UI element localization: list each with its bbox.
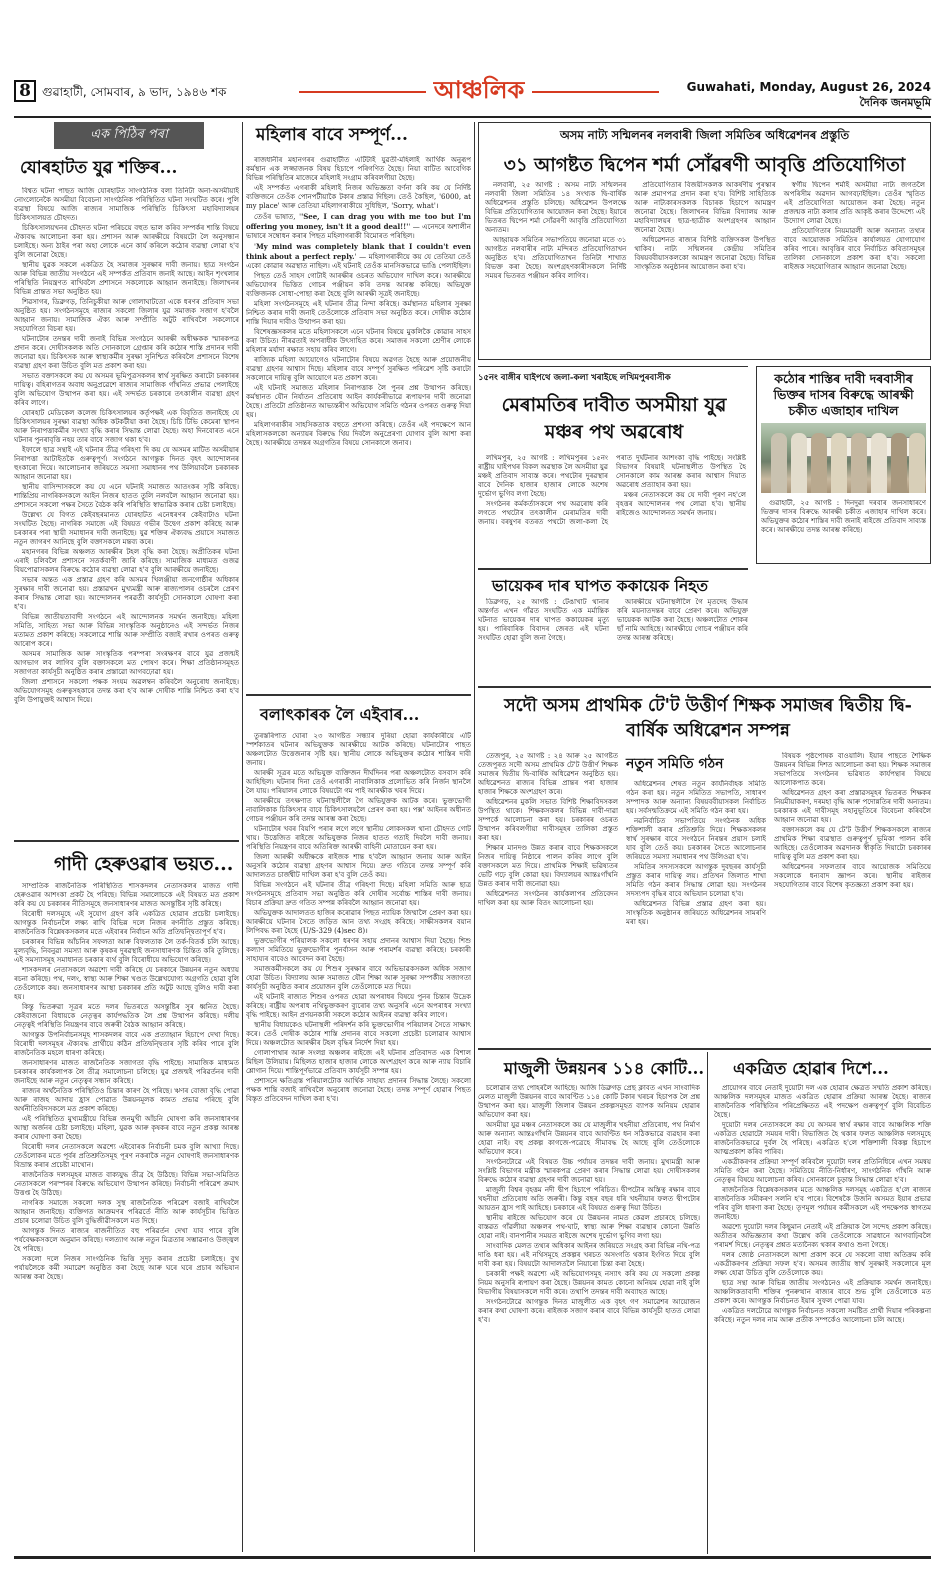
lead-kicker: অসম নাট্য সন্মিলনৰ নলবাৰী জিলা সমিতিৰ অধিৱেশনৰ প্ৰস্তুতি — [559, 128, 850, 142]
date-right — [687, 80, 931, 113]
headline-gadi: গাদী হেৰুওৱাৰ ভয়ত... — [54, 853, 234, 875]
headline-jorhat: যোৰহাটত যুৱ শক্তিৰ... — [20, 158, 178, 178]
story-meramoti-headline: মেৰামতিৰ দাবীত অসমীয়া যুৱ মঞ্চৰ পথ অৱৰোধ — [501, 394, 727, 443]
story-kothor-headline: কঠোৰ শাস্তিৰ দাবী দৰবাসীৰ ভিক্তৰ দাসৰ বিৰুদ্ধে আৰক্ষী চকীত এজাহাৰ দাখিল — [773, 371, 914, 418]
teacher-rule — [478, 686, 931, 688]
lead-story-box — [478, 122, 931, 360]
photo-person — [851, 433, 867, 493]
photo-person — [771, 433, 787, 493]
continued-ribbon: এক পিঠিৰ পৰা — [54, 122, 204, 149]
headline-bolatkar: বলাৎকাৰক লৈ এইবাৰ... — [260, 705, 420, 724]
col2-rule — [246, 694, 471, 696]
story-teacher-body-2: অধিৱেশনৰ শেষত নতুন কাৰ্যনিৰ্বাহক সমিতি গঠন কৰা হয়। নতুন সমিতিত সভাপতি, সাধাৰণ সম্পাদক আৰু অন্যান্য বিষয়ববীয়াসকল নিৰ্বাচিত হয়। সৰ্বসন্মতিক্ৰমে এই সমিতি গঠন কৰা হয়। নৱনিৰ্বাচিত সভাপতিয়ে সংগঠনক অধিক শক্তিশালী কৰাৰ প্ৰতিশ্ৰুতি দিয়ে। শিক্ষকসকলৰ স্বাৰ্থ সুৰক্ষাৰ বাবে সংগঠনে নিৰন্তৰ প্ৰয়াস চলাই যাব বুলি তেওঁ কয়। চৰকাৰৰ সৈতে আলোচনাৰ জৰিয়তে সমস্যা সমাধানৰ পথ উলিওৱা হ'ব। সমিতিৰ সদস্যসকলে আগন্তুক দুবছৰৰ কাৰ্যসূচী প্ৰস্তুত কৰাৰ দায়িত্ব লয়। প্ৰতিখন জিলাত শাখা সমিতি গঠন কৰাৰ সিদ্ধান্ত লোৱা হয়। সংগঠনৰ সদস্যপদ বৃদ্ধিৰ বাবে অভিযান চলোৱা হ'ব। অধিৱেশনত বিভিন্ন প্ৰস্তাৱ গ্ৰহণ কৰা হয়। সাংস্কৃতিক অনুষ্ঠানৰ জৰিয়তে অধিৱেশনৰ সামৰণি মৰা হয়। — [626, 780, 766, 926]
col1-rule — [14, 840, 239, 842]
sub-brand: দৈনিক জনমভূমি — [859, 96, 931, 109]
date-left: গুৱাহাটী, সোমবাৰ, ৯ ভাদ, ১৯৪৬ শক — [42, 85, 227, 99]
story-kothor-box — [756, 366, 931, 564]
masthead — [14, 75, 931, 118]
protest-photo — [761, 423, 926, 493]
headline-mohila: মহিলাৰ বাবে সম্পূৰ্ণ... — [256, 125, 408, 145]
photo-person — [791, 433, 807, 493]
bhaiyek-rule — [478, 568, 748, 570]
logo-text: আঞ্চলিক — [426, 75, 533, 104]
story-teacher-subheading: নতুন সমিতি গঠন — [626, 756, 724, 772]
lead-story-body: নলবাৰী, ২৫ আগষ্ট : অসম নাট্য সন্মিলনৰ নলবাৰী জিলা সমিতিৰ ১৪ সংখ্যক দ্বি-বাৰ্ষিক অধিৱেশনৰ প্ৰস্তুতি চলিছে। অধিৱেশন উপলক্ষে বিভিন্ন প্ৰতিযোগিতাৰ আয়োজন কৰা হৈছে। ইয়াৰে ভিতৰত দ্বিপেন শৰ্মা সোঁৱৰণী আবৃত্তি প্ৰতিযোগিতা অন্যতম। আহ্বায়ক সমিতিৰ সভাপতিয়ে জনোৱা মতে ৩১ আগষ্টত নলবাৰীৰ নাট্য মন্দিৰত প্ৰতিযোগিতাখন অনুষ্ঠিত হ'ব। প্ৰতিযোগিতাখন তিনিটা শাখাত বিভক্ত কৰা হৈছে। অংশগ্ৰহণকাৰীসকলে নিৰ্দিষ্ট সময়ৰ ভিতৰত পঞ্জীয়ন কৰিব লাগিব। প্ৰতিযোগিতাৰ বিজয়ীসকলক আকৰ্ষণীয় পুৰস্কাৰ আৰু প্ৰমাণপত্ৰ প্ৰদান কৰা হ'ব। বিশিষ্ট সাহিত্যিক আৰু নাট্যকাৰসকলক বিচাৰক হিচাপে আমন্ত্ৰণ জনোৱা হৈছে। জিলাখনৰ বিভিন্ন বিদ্যালয় আৰু মহাবিদ্যালয়ৰ ছাত্ৰ-ছাত্ৰীক অংশগ্ৰহণৰ আহ্বান জনোৱা হৈছে। অধিৱেশনত ৰাজ্যৰ বিশিষ্ট ব্যক্তিসকল উপস্থিত থাকিব। নাট্য সন্মিলনৰ কেন্দ্ৰীয় সমিতিৰ বিষয়ববীয়াসকলকো আমন্ত্ৰণ জনোৱা হৈছে। বিভিন্ন সাংস্কৃতিক অনুষ্ঠানৰ আয়োজন কৰা হ'ব। স্বৰ্গীয় দ্বিপেন শৰ্মাই অসমীয়া নাট্য জগতলৈ অপৰিসীম অৱদান আগবঢ়াইছিল। তেওঁৰ স্মৃতিত এই প্ৰতিযোগিতা আয়োজন কৰা হৈছে। নতুন প্ৰজন্মক নাট্য কলাৰ প্ৰতি আকৃষ্ট কৰাৰ উদ্দেশ্যে এই উদ্যোগ লোৱা হৈছে। প্ৰতিযোগিতাৰ নিয়মাৱলী আৰু অন্যান্য তথ্যৰ বাবে আয়োজক সমিতিৰ কাৰ্যালয়ত যোগাযোগ কৰিব পাৰে। আবৃত্তিৰ বাবে নিৰ্বাচিত কবিতাসমূহৰ তালিকা সোনকালে প্ৰকাশ কৰা হ'ব। সকলো ৰাইজক সহযোগিতাৰ আহ্বান জনোৱা হৈছে। — [485, 181, 925, 280]
quote-sorry: Sorry, what — [393, 202, 434, 210]
article-mohila-body: ৰাজধানীৰ মহানগৰৰ গুৱাহাটীত এটিটাই যুৱতী-মহিলাই আৰ্থিক অনুৰূপ কৰ্মস্থান এক লজ্জাজনক বিষয় হিচাপে পৰিগণিত হৈছে। নিয়া বাটিত আবেগিক বিভিন্ন পৰিস্থিতিৰ মাজেৰে মহিলাই সংগ্ৰাম কৰিবলগীয়া হৈছে। এই সম্পৰ্কত এগৰাকী মহিলাই নিজৰ অভিজ্ঞতা বৰ্ণনা কৰি কয় যে নিৰ্দিষ্ট ব্যক্তিজনে তেওঁক পোনপটীয়াকৈ টকাৰ প্ৰস্তাৱ দিছিল। তেওঁ কৈছিল, '6000, at my place' আৰু তেতিয়া মহিলাগৰাকীয়ে সুধিছিল, 'Sorry, what'। তেওঁৰ ভাষাত, ''See, I can drag you with me too but I'm offering you money, isn't it a good deal!!'' — এনেদৰে অশালীন ভাষাৰে সম্বোধন কৰাৰ পিছত মহিলাগৰাকী বিমোৰত পৰিছিল। 'My mind was completely blank that I couldn't even think about a perfect reply.' — মহিলাগৰাকীয়ে কয় যে তেতিয়া তেওঁ একো কোৱাৰ অৱস্থাত নাছিল। এই ঘটনাই তেওঁক মানসিকভাৱে ভাঙি পেলাইছিল। পিছত তেওঁ সাহস গোটাই আৰক্ষীৰ ওচৰত অভিযোগ দাখিল কৰে। আৰক্ষীয়ে অভিযোগৰ ভিত্তিত গোচৰ পঞ্জীয়ন কৰি তদন্ত আৰম্ভ কৰিছে। অভিযুক্ত ব্যক্তিজনক সোধা-পোছা কৰা হৈছে বুলি আৰক্ষী সূত্ৰই জনাইছে। মহিলা সংগঠনসমূহে এই ঘটনাৰ তীব্ৰ নিন্দা কৰিছে। কৰ্মস্থানত মহিলাৰ সুৰক্ষা নিশ্চিত কৰাৰ দাবী জনাই তেওঁলোকে প্ৰতিবাদ সভা অনুষ্ঠিত কৰে। দোষীক কঠোৰ শাস্তি দিয়াৰ দাবীও উত্থাপন কৰা হয়। বিশেষজ্ঞসকলৰ মতে মহিলাসকলে এনে ঘটনাৰ বিষয়ে মুকলিকৈ কোৱাৰ সাহস কৰা উচিত। নীৰৱতাই অপৰাধীক উৎসাহিত কৰে। সমাজৰ সকলো শ্ৰেণীৰ লোকে মহিলাৰ মৰ্যাদা ৰক্ষাত সহায় কৰিব লাগে। ৰাজ্যিক মহিলা আয়োগেও ঘটনাটোৰ বিষয়ে অৱগত হৈছে আৰু প্ৰয়োজনীয় ব্যৱস্থা গ্ৰহণৰ আশ্বাস দিছে। মহিলাৰ বাবে সম্পূৰ্ণ সুৰক্ষিত পৰিৱেশ সৃষ্টি কৰাটো সকলোৰে দায়িত্ব বুলি আয়োগে মত প্ৰকাশ কৰে। এই ঘটনাই সমাজত মহিলাৰ নিৰাপত্তাক লৈ পুনৰ প্ৰশ্ন উত্থাপন কৰিছে। কৰ্মস্থানত যৌন নিৰ্যাতন প্ৰতিৰোধ আইন কাৰ্যকৰীভাৱে ৰূপায়ণৰ দাবী জনোৱা হৈছে। প্ৰতিটো প্ৰতিষ্ঠানত আভ্যন্তৰীণ অভিযোগ সমিতি গঠনৰ ওপৰত গুৰুত্ব দিয়া হয়। মহিলাগৰাকীৰ সাহসিকতাক বহুতে প্ৰশংসা কৰিছে। তেওঁৰ এই পদক্ষেপে আন মহিলাসকলকো অন্যায়ৰ বিৰুদ্ধে থিয় দিবলৈ অনুপ্ৰেৰণা যোগাব বুলি আশা কৰা হৈছে। আৰক্ষীয়ে তদন্তৰ অগ্ৰগতিৰ বিষয়ে সোনকালে জনাব। — [246, 156, 471, 447]
article-gadi-body: সাম্প্ৰতিক ৰাজনৈতিক পৰিস্থিতিত শাসকদলৰ নেতাসকলৰ মাজত গাদী হেৰুওৱাৰ আশংকা প্ৰকট হৈ পৰিছে। বিভিন্ন সমালোচকে এই বিষয়ত মত প্ৰকাশ কৰি কয় যে চৰকাৰৰ নীতিসমূহে জনসাধাৰণৰ মাজত অসন্তুষ্টিৰ সৃষ্টি কৰিছে। বিৰোধী দলসমূহে এই সুযোগ গ্ৰহণ কৰি একত্ৰিত হোৱাৰ প্ৰচেষ্টা চলাইছে। আগন্তুক নিৰ্বাচনলৈ লক্ষ্য ৰাখি বিভিন্ন দলে নিজৰ ৰণনীতি প্ৰস্তুত কৰিছে। ৰাজনৈতিক বিশ্লেষকসকলৰ মতে এইবাৰৰ নিৰ্বাচন অতি প্ৰতিদ্বন্দ্বিতাপূৰ্ণ হ'ব। চৰকাৰৰ বিভিন্ন আঁচনিৰ সফলতা আৰু বিফলতাক লৈ তৰ্ক-বিতৰ্ক চলি আছে। মূল্যবৃদ্ধি, নিবনুৱা সমস্যা আৰু কৃষকৰ দুৰৱস্থাই জনসাধাৰণক চিন্তিত কৰি তুলিছে। এই সমস্যাসমূহ সমাধানত চৰকাৰ ব্যৰ্থ বুলি বিৰোধীয়ে অভিযোগ কৰিছে। শাসকদলৰ নেতাসকলে অৱশ্যে দাবী কৰিছে যে চৰকাৰে উন্নয়নৰ নতুন অধ্যায় ৰচনা কৰিছে। পথ, দলং, স্বাস্থ্য আৰু শিক্ষা খণ্ডত উল্লেখযোগ্য অগ্ৰগতি হোৱা বুলি তেওঁলোকে কয়। জনসাধাৰণৰ আস্থা চৰকাৰৰ প্ৰতি অটুট আছে বুলিও দাবী কৰা হয়। কিন্তু ভিতৰুৱা সূত্ৰৰ মতে দলৰ ভিতৰতে অসন্তুষ্টিৰ সুৰ ধ্বনিত হৈছে। কেইবাজনো বিধায়কে নেতৃত্বৰ কাৰ্যপদ্ধতিক লৈ প্ৰশ্ন উত্থাপন কৰিছে। দলীয় নেতৃত্বই পৰিস্থিতি নিয়ন্ত্ৰণৰ বাবে জৰুৰী বৈঠক আহ্বান কৰিছে। আগন্তুক উপনিৰ্বাচনসমূহ শাসকদলৰ বাবে এক প্ৰত্যাহ্বান হিচাপে দেখা দিছে। বিৰোধী দলসমূহৰ ঐক্যবদ্ধ প্ৰাৰ্থীয়ে কঠিন প্ৰতিদ্বন্দ্বিতাৰ সৃষ্টি কৰিব পাৰে বুলি ৰাজনৈতিক মহলে ধাৰণা কৰিছে। জনসাধাৰণৰ মাজত ৰাজনৈতিক সজাগতা বৃদ্ধি পাইছে। সামাজিক মাধ্যমত চৰকাৰৰ কাৰ্যকলাপক লৈ তীব্ৰ সমালোচনা চলিছে। যুৱ প্ৰজন্মই পৰিৱৰ্তনৰ দাবী জনাইছে আৰু নতুন নেতৃত্বৰ সন্ধান কৰিছে। ৰাজ্যৰ অৰ্থনৈতিক পৰিস্থিতিও চিন্তাৰ কাৰণ হৈ পৰিছে। ঋণৰ বোজা বৃদ্ধি পোৱা আৰু ৰাজহ আদায় হ্ৰাস পোৱাত উন্নয়নমূলক কামত প্ৰভাৱ পৰিছে বুলি অৰ্থনীতিবিদসকলে মত প্ৰকাশ কৰিছে। এই পৰিস্থিতিত মুখ্যমন্ত্ৰীয়ে বিভিন্ন জনমুখী আঁচনি ঘোষণা কৰি জনসাধাৰণৰ আস্থা অৰ্জনৰ চেষ্টা চলাইছে। মহিলা, যুৱক আৰু কৃষকৰ বাবে নতুন প্ৰকল্প আৰম্ভ কৰাৰ ঘোষণা কৰা হৈছে। বিৰোধী দলৰ নেতাসকলে অৱশ্যে এইবোৰক নিৰ্বাচনী চমক বুলি আখ্যা দিছে। তেওঁলোকৰ মতে পূৰ্বৰ প্ৰতিশ্ৰুতিসমূহ পূৰণ নকৰাকৈ নতুন ঘোষণাই জনসাধাৰণক বিভ্ৰান্ত কৰাৰ প্ৰচেষ্টা মাথোন। ৰাজনৈতিক দলসমূহৰ মাজত বাক্যযুদ্ধ তীব্ৰ হৈ উঠিছে। বিভিন্ন সভা-সমিতিত নেতাসকলে পৰস্পৰৰ বিৰুদ্ধে অভিযোগ উত্থাপন কৰিছে। নিৰ্বাচনী পৰিৱেশ ক্ৰমাৎ উত্তপ্ত হৈ উঠিছে। নাগৰিক সমাজে সকলো দলক সুস্থ ৰাজনৈতিক পৰিৱেশ বজাই ৰাখিবলৈ আহ্বান জনাইছে। ব্যক্তিগত আক্ৰমণৰ পৰিৱৰ্তে নীতি আৰু কাৰ্যসূচীৰ ভিত্তিত প্ৰচাৰ চলোৱা উচিত বুলি বুদ্ধিজীৱীসকলে মত দিছে। আগন্তুক দিনত ৰাজ্যৰ ৰাজনীতিত বহু পৰিৱৰ্তন দেখা যাব পাৰে বুলি পৰ্যবেক্ষকসকলে অনুমান কৰিছে। দলত্যাগ আৰু নতুন মিত্ৰতাৰ সম্ভাৱনাও উজ্জ্বল হৈ পৰিছে। সকলো দলে নিজৰ সাংগঠনিক ভিত্তি সুদৃঢ় কৰাৰ প্ৰচেষ্টা চলাইছে। বুথ পৰ্যায়লৈকে কৰ্মী সমাৱেশ অনুষ্ঠিত কৰা হৈছে আৰু ঘৰে ঘৰে প্ৰচাৰ অভিযান আৰম্ভ কৰা হৈছে। — [14, 882, 239, 1281]
page-number: 8 — [14, 80, 36, 102]
col-divider-2 — [474, 122, 475, 1552]
article-bolatkar-body: তুৰস্তৰিপাত ঘোৰা ২৩ আগষ্টত সন্ধ্যাৰ দুৰিয়া হোৱা কাৰ্যকাৰীয়ে এটি স্পৰ্শকাতৰ ঘটনাৰ অভিযুক্তক আৰক্ষীয়ে আটক কৰিছে। ঘটনাটোৰ পাছত অঞ্চলটোত উত্তেজনাৰ সৃষ্টি হয়। স্থানীয় লোকে অভিযুক্তৰ কঠোৰ শাস্তিৰ দাবী জনায়। আৰক্ষী সূত্ৰৰ মতে অভিযুক্ত ব্যক্তিজন দীৰ্ঘদিনৰ পৰা অঞ্চলটোত বসবাস কৰি আহিছিল। ঘটনাৰ দিনা তেওঁ এগৰাকী নাবালিকাক প্ৰলোভিত কৰি নিৰ্জন স্থানলৈ লৈ যায়। পৰিয়ালৰ লোকে বিষয়টো গম পাই আৰক্ষীক খবৰ দিয়ে। আৰক্ষীয়ে তৎক্ষণাত ঘটনাস্থলীলৈ গৈ অভিযুক্তক আটক কৰে। ভুক্তভোগী নাবালিকাক চিকিৎসাৰ বাবে চিকিৎসালয়লৈ প্ৰেৰণ কৰা হয়। পক্স' আইনৰ অধীনত গোচৰ পঞ্জীয়ন কৰি তদন্ত আৰম্ভ কৰা হৈছে। ঘটনাটোৰ খবৰ বিয়পি পৰাৰ লগে লগে স্থানীয় লোকসকল থানা চৌহদত গোট খায়। উত্তেজিত ৰাইজে অভিযুক্তক নিজৰ হাতত গতাই দিবলৈ দাবী জনায়। পৰিস্থিতি নিয়ন্ত্ৰণৰ বাবে অতিৰিক্ত আৰক্ষী বাহিনী মোতায়েন কৰা হয়। জিলা আৰক্ষী অধীক্ষকে ৰাইজক শান্ত হ'বলৈ আহ্বান জনায় আৰু আইন অনুসৰি কঠোৰ ব্যৱস্থা গ্ৰহণৰ আশ্বাস দিয়ে। দ্ৰুত গতিৰে তদন্ত সম্পূৰ্ণ কৰি আদালতত চাৰ্জশ্বীট দাখিল কৰা হ'ব বুলি তেওঁ কয়। বিভিন্ন সংগঠনে এই ঘটনাৰ তীব্ৰ গৰিহণা দিছে। মহিলা সমিতি আৰু ছাত্ৰ সংগঠনসমূহে প্ৰতিবাদ সভা অনুষ্ঠিত কৰি দোষীৰ সৰ্বোচ্চ শাস্তিৰ দাবী জনায়। বিচাৰ প্ৰক্ৰিয়া দ্ৰুত গতিত সম্পন্ন কৰিবলৈ আহ্বান জনোৱা হয়। অভিযুক্তক আদালতত হাজিৰ কৰোৱাৰ পিছত ন্যায়িক জিম্মালৈ প্ৰেৰণ কৰা হয়। আৰক্ষীয়ে ঘটনাৰ সৈতে জড়িত আন তথ্য সংগ্ৰহ কৰিছে। সাক্ষীসকলৰ বয়ান লিপিবদ্ধ কৰা হৈছে (U/S-329 (4)sec 8)। ভুক্তভোগীৰ পৰিয়ালক সকলো ধৰণৰ সহায় প্ৰদানৰ আশ্বাস দিয়া হৈছে। শিশু কল্যাণ সমিতিয়ে ভুক্তভোগীৰ পুনৰ্বাসন আৰু পৰামৰ্শৰ ব্যৱস্থা কৰিছে। চৰকাৰী সাহায্যৰ বাবেও আবেদন কৰা হৈছে। সমাজকৰ্মীসকলে কয় যে শিশুৰ সুৰক্ষাৰ বাবে অভিভাৱকসকল অধিক সজাগ হোৱা উচিত। বিদ্যালয় আৰু সমাজত যৌন শিক্ষা আৰু সুৰক্ষা সম্পৰ্কীয় সজাগতা কাৰ্যসূচী অনুষ্ঠিত কৰাৰ প্ৰয়োজন বুলি তেওঁলোকে মত দিয়ে। এই ঘটনাই ৰাজ্যত শিশুৰ ওপৰত হোৱা অপৰাধৰ বিষয়ে পুনৰ চিন্তাৰ উদ্ৰেক কৰিছে। ৰাষ্ট্ৰীয় অপৰাধ নথিভুক্তকৰণ ব্যুৰোৰ তথ্য অনুসৰি এনে অপৰাধৰ সংখ্যা বৃদ্ধি পাইছে। আইন প্ৰণয়নকাৰী সকলে কঠোৰ আইনৰ ব্যৱস্থা কৰিব লাগে। স্থানীয় বিধায়কেও ঘটনাস্থলী পৰিদৰ্শন কৰি ভুক্তভোগীৰ পৰিয়ালৰ সৈতে সাক্ষাৎ কৰে। তেওঁ দোষীক কঠোৰ শাস্তি প্ৰদানৰ বাবে সকলো প্ৰচেষ্টা চলোৱাৰ আশ্বাস দিয়ে। অঞ্চলটোত আৰক্ষীৰ টহল বৃদ্ধিৰ নিৰ্দেশ দিয়া হয়। গোলাপাথাৰ আৰু সংলগ্ন অঞ্চলৰ ৰাইজে এই ঘটনাৰ প্ৰতিবাদত এক বিশাল মিছিল উলিয়ায়। মিছিলত হাজাৰ হাজাৰ লোকে অংশগ্ৰহণ কৰে আৰু ন্যায় বিচাৰি শ্লোগান দিয়ে। শান্তিপূৰ্ণভাৱে প্ৰতিবাদ কাৰ্যসূচী সম্পন্ন হয়। প্ৰশাসনে ক্ষতিগ্ৰস্ত পৰিয়ালটোক আৰ্থিক সাহায্য প্ৰদানৰ সিদ্ধান্ত লৈছে। সকলো পক্ষক শান্তি বজাই ৰাখিবলৈ অনুৰোধ জনোৱা হৈছে। তদন্ত সম্পূৰ্ণ হোৱাৰ পিছত বিস্তৃত প্ৰতিবেদন দাখিল কৰা হ'ব। — [246, 732, 471, 1103]
photo-caption-bar — [478, 366, 748, 386]
story-bhaiyek-headline: ভায়েকৰ দাৰ ঘাপত ককায়েক নিহত — [492, 576, 708, 595]
lead-headline: ৩১ আগষ্টত দ্বিপেন শৰ্মা সোঁৱৰণী আবৃত্তি প্ৰতিযোগিতা — [503, 155, 906, 176]
bottom-rule-top — [478, 1048, 931, 1050]
photo-person — [811, 433, 827, 493]
quote-blank: My mind was completely blank that I couldn't even think about a perfect reply. — [246, 242, 471, 261]
story-majuli-body: চলোৱাৰ তথ্য পোহৰলৈ আহিছে। আজি ডিব্ৰুগড় প্ৰেছ ক্লাবত এখন সাংবাদিক মেলত মাজুলী উন্নয়নৰ বাবে আবণ্টিত ১১৪ কোটি টকাৰ খৰচৰ হিচাপক লৈ প্ৰশ্ন উত্থাপন কৰা হয়। মাজুলী জিলাৰ উন্নয়ন প্ৰকল্পসমূহত ব্যাপক অনিয়ম হোৱাৰ অভিযোগ কৰা হয়। অসমীয়া যুৱ মঞ্চৰ নেতাসকলে কয় যে মাজুলীৰ খহনীয়া প্ৰতিৰোধ, পথ নিৰ্মাণ আৰু অন্যান্য আন্তঃগাঁথনি উন্নয়নৰ বাবে আবণ্টিত ধন সঠিকভাৱে ব্যৱহাৰ কৰা হোৱা নাই। বহু প্ৰকল্প কাগজে-পত্ৰেহে সীমাবদ্ধ হৈ আছে বুলি তেওঁলোকে অভিযোগ কৰে। সংগঠনটোৱে এই বিষয়ত উচ্চ পৰ্যায়ৰ তদন্তৰ দাবী জনায়। মুখ্যমন্ত্ৰী আৰু সংশ্লিষ্ট বিভাগৰ মন্ত্ৰীক স্মাৰকপত্ৰ প্ৰেৰণ কৰাৰ সিদ্ধান্ত লোৱা হয়। দোষীসকলৰ বিৰুদ্ধে কঠোৰ ব্যৱস্থা গ্ৰহণৰ দাবী জনোৱা হয়। মাজুলী বিশ্বৰ বৃহত্তম নদী দ্বীপ হিচাপে পৰিচিত। দ্বীপটোৰ অস্তিত্ব ৰক্ষাৰ বাবে খহনীয়া প্ৰতিৰোধ অতি জৰুৰী। কিন্তু বছৰ বছৰ ধৰি খহনীয়াৰ ফলত দ্বীপটোৰ আয়তন হ্ৰাস পাই আহিছে। চৰকাৰে এই বিষয়ত গুৰুত্ব দিয়া উচিত। স্থানীয় ৰাইজে অভিযোগ কৰে যে উন্নয়নৰ নামত কেৱল প্ৰচাৰহে চলিছে। বাস্তৱত গাঁৱলীয়া অঞ্চলৰ পথ-ঘাট, স্বাস্থ্য আৰু শিক্ষা ব্যৱস্থাৰ কোনো উন্নতি হোৱা নাই। বানপানীৰ সময়ত ৰাইজে অশেষ দুৰ্ভোগ ভুগিব লগা হয়। সাংবাদিক মেলত তথ্যৰ অধিকাৰ আইনৰ জৰিয়তে সংগ্ৰহ কৰা বিভিন্ন নথি-পত্ৰ দাঙি ধৰা হয়। এই নথিসমূহে প্ৰকল্পৰ খৰচত অসংগতি থকাৰ ইংগিত দিয়ে বুলি দাবী কৰা হয়। বিষয়টো আদালতলৈ নিয়াৰো চিন্তা কৰা হৈছে। চৰকাৰী পক্ষই অৱশ্যে এই অভিযোগসমূহ নস্যাৎ কৰি কয় যে সকলো প্ৰকল্প নিয়ম অনুসৰি ৰূপায়ণ কৰা হৈছে। উন্নয়নৰ কামত কোনো অনিয়ম হোৱা নাই বুলি বিভাগীয় বিষয়াসকলে দাবী কৰে। তথাপি তদন্তৰ দাবী অব্যাহত আছে। সংগঠনটোৱে আগন্তুক দিনত মাজুলীত এক বৃহৎ গণ সমাৱেশৰ আয়োজন কৰাৰ কথা ঘোষণা কৰে। ৰাইজক সজাগ কৰাৰ বাবে বিভিন্ন কাৰ্যসূচী হাতত লোৱা হ'ব। — [478, 1084, 700, 1324]
col-divider-1 — [242, 122, 243, 1552]
page-bottom-rule — [14, 1556, 931, 1559]
legal-reference: (U/S-329 (4)sec 8) — [300, 927, 366, 935]
photo-person — [871, 433, 887, 493]
story-majuli-headline: মাজুলী উন্নয়নৰ ১১৪ কোটি... — [504, 1059, 705, 1078]
quote-drag: 'See, I can drag you with me too but I'm offering you money, isn't it a good deal!!' — [246, 212, 471, 231]
story-meramoti-body: লখিমপুৰ, ২৫ আগষ্ট : লখিমপুৰৰ ১৫নং ৰাষ্ট্ৰীয় ঘাইপথৰ বিকল অৱস্থাক লৈ অসমীয়া যুৱ মঞ্চই প্ৰতিবাদ সাব্যস্ত কৰে। পথটোৰ দুৰৱস্থাৰ বাবে দৈনিক হাজাৰ হাজাৰ লোকে অশেষ দুৰ্ভোগ ভুগিব লগা হৈছে। সংগঠনৰ কৰ্মকৰ্তাসকলে পথ অৱৰোধ কৰি লগতে পথটোৰ তৎকালীন মেৰামতিৰ দাবী জনায়। বৰষুণৰ বতৰত পথটো জলা-কলা হৈ পৰাত দুৰ্ঘটনাৰ আশংকা বৃদ্ধি পাইছে। সংশ্লিষ্ট বিভাগৰ বিষয়াই ঘটনাস্থলীত উপস্থিত হৈ সোনকালে কাম আৰম্ভ কৰাৰ আশ্বাস দিয়াত অৱৰোধ প্ৰত্যাহাৰ কৰা হয়। মঞ্চৰ নেতাসকলে কয় যে দাবী পূৰণ নহ'লে বৃহত্তৰ আন্দোলনৰ পথ লোৱা হ'ব। স্থানীয় ৰাইজেও আন্দোলনত সমৰ্থন জনায়। — [478, 454, 746, 526]
story-bhaiyek-body: ডিব্ৰুগড়, ২৫ আগষ্ট : টেঙাখাট থানাৰ অন্তৰ্গত এখন গাঁৱত সংঘটিত এক মৰ্মান্তিক ঘটনাত ভায়েকৰ দাৰ ঘাপত ককায়েকৰ মৃত্যু হয়। পাৰিবাৰিক বিবাদৰ জেৰত এই ঘটনা সংঘটিত হোৱা বুলি জনা গৈছে। আৰক্ষীয়ে ঘটনাস্থলীলৈ গৈ মৃতদেহ উদ্ধাৰ কৰি ময়নাতদন্তৰ বাবে প্ৰেৰণ কৰে। অভিযুক্ত ভায়েকক আটক কৰা হৈছে। অঞ্চলটোত শোকৰ ছাঁ নামি আহিছে। আৰক্ষীয়ে গোচৰ পঞ্জীয়ন কৰি তদন্ত আৰম্ভ কৰিছে। — [478, 598, 748, 642]
photo-person — [909, 433, 925, 493]
photo-person — [831, 433, 847, 493]
article-jorhat-body: বিশ্বত ঘটনা পাছত আজি যোৰহাটত সাংগঠনিক বলা তিনিটা অনা-অসমীয়াই নোংলোনেকৈ অসমীয়া বিবেচনা সাংগঠনিক পৰিস্থিতিত ঘটনা সংঘটিত কৰে। পুলি ব্যৱস্থা বিষয়ে আজি ৰাজ্যৰ সামাজিক পৰিস্থিতি চিকিৎসা মহাবিদ্যালয়ৰ চিকিৎসালয়ত চৌহদত। চিকিৎসালয়খনৰ চৌহদত ঘটনা পৰিচয়ে বহুত ভাল কৰিব সম্পৰ্কৰ শান্তি বিষয়ে ঐক্যবদ্ধ আলোচনা কৰা হয়। প্ৰশাসন আৰু আৰক্ষীয়ে বিষয়টো লৈ অনুসন্ধান চলাইছে। অন্য ঠাইৰ পৰা অহা লোকে এনে কাৰ্য কৰিলে কঠোৰ ব্যৱস্থা লোৱা হ'ব বুলি জনোৱা হৈছে। স্থানীয় যুৱক সকলে একত্ৰিত হৈ সমাজৰ সুৰক্ষাৰ দাবী জনায়। ছাত্ৰ সংগঠন আৰু বিভিন্ন জাতীয় সংগঠনে এই সম্পৰ্কত প্ৰতিবাদ জনাই আছে। আইন শৃংখলাৰ পৰিস্থিতি নিয়ন্ত্ৰণত ৰাখিবলৈ প্ৰশাসনে সকলোকে আহ্বান জনাইছে। জিলাখনৰ বিভিন্ন প্ৰান্তত সভা অনুষ্ঠিত হয়। শিৱসাগৰ, ডিব্ৰুগড়, তিনিচুকীয়া আৰু গোলাঘাটতো একে ধৰণৰ প্ৰতিবাদ সভা অনুষ্ঠিত হয়। সংগঠনসমূহে ৰাজ্যৰ সকলো জিলাৰ যুৱ সমাজক সজাগ হ'বলৈ আহ্বান জনায়। সামাজিক ঐক্য আৰু সম্প্ৰীতি অটুট ৰাখিবলৈ সকলোৰে সহযোগিতা বিচৰা হয়। ঘটনাটোৰ তদন্তৰ দাবী জনাই বিভিন্ন সংগঠনে আৰক্ষী অধীক্ষকক স্মাৰকপত্ৰ প্ৰদান কৰে। দোষীসকলক অতি সোনকালে গ্ৰেপ্তাৰ কৰি কঠোৰ শাস্তি প্ৰদানৰ দাবী জনোৱা হয়। চিকিৎসক আৰু স্বাস্থ্যকৰ্মীৰ সুৰক্ষা সুনিশ্চিত কৰিবলৈ প্ৰশাসনে বিশেষ ব্যৱস্থা গ্ৰহণ কৰা উচিত বুলি মত প্ৰকাশ কৰা হয়। সভাত বক্তাসকলে কয় যে অসমৰ ভূমিপুত্ৰসকলৰ স্বাৰ্থ সুৰক্ষিত কৰাটো চৰকাৰৰ দায়িত্ব। বহিৰাগতৰ অবাধ অনুপ্ৰৱেশে ৰাজ্যৰ সামাজিক গাঁথনিত প্ৰভাৱ পেলাইছে বুলি অভিযোগ উত্থাপন কৰা হয়। এই সন্দৰ্ভত চৰকাৰে তৎকালীন ব্যৱস্থা গ্ৰহণ কৰিব লাগে। যোৰহাট মেডিকেল কলেজ চিকিৎসালয়ৰ কৰ্তৃপক্ষই এক বিবৃতিত জনাইছে যে চিকিৎসালয়ৰ সুৰক্ষা ব্যৱস্থা অধিক কটকটীয়া কৰা হৈছে। চিচি টিভি কেমেৰা স্থাপন আৰু নিৰাপত্তাকৰ্মীৰ সংখ্যা বৃদ্ধি কৰাৰ সিদ্ধান্ত লোৱা হৈছে। অহা দিনবোৰত এনে ঘটনাৰ পুনৰাবৃত্তি নহয় তাৰ বাবে সজাগ থকা হ'ব। ইফালে ছাত্ৰ সন্থাই এই ঘটনাৰ তীব্ৰ গৰিহণা দি কয় যে অসমৰ মাটিত অসমীয়াৰ নিৰাপত্তা আটাইতকৈ গুৰুত্বপূৰ্ণ। সংগঠনে আগন্তুক দিনত বৃহৎ আন্দোলনৰ হুংকাৰো দিয়ে। আলোচনাৰ জৰিয়তে সমস্যা সমাধানৰ পথ উলিয়াবলৈ চৰকাৰক আহ্বান জনোৱা হয়। স্থানীয় বাসিন্দাসকলে কয় যে এনে ঘটনাই সমাজত আতংকৰ সৃষ্টি কৰিছে। শান্তিপ্ৰিয় নাগৰিকসকলে আইন নিজৰ হাতত তুলি নলবলৈ আহ্বান জনোৱা হয়। প্ৰশাসনে সকলো পক্ষৰ সৈতে বৈঠক কৰি পৰিস্থিতি স্বাভাৱিক কৰাৰ চেষ্টা চলাইছে। উল্লেখ্য যে বিগত কেইবছৰমানত যোৰহাটত এনেধৰণৰ কেইবাটাও ঘটনা সংঘটিত হৈছে। নাগৰিক সমাজে এই বিষয়ত গভীৰ উদ্বেগ প্ৰকাশ কৰিছে আৰু চৰকাৰৰ পৰা স্থায়ী সমাধানৰ দাবী জনাইছে। যুৱ শক্তিৰ ঐক্যবদ্ধ প্ৰয়াসে সমাজত নতুন জাগৰণ আনিছে বুলি বক্তাসকলে মন্তব্য কৰে। মহানগৰৰ বিভিন্ন অঞ্চলত আৰক্ষীৰ টহল বৃদ্ধি কৰা হৈছে। অপ্ৰীতিকৰ ঘটনা এৰাই চলিবলৈ প্ৰশাসনে সতৰ্কবাণী জাৰি কৰিছে। সামাজিক মাধ্যমত গুজৱ বিয়পোৱাসকলৰ বিৰুদ্ধে কঠোৰ ব্যৱস্থা লোৱা হ'ব বুলি আৰক্ষীয়ে জনাইছে। সভাৰ অন্তত এক প্ৰস্তাৱ গ্ৰহণ কৰি অসমৰ খিলঞ্জীয়া জনগোষ্ঠীৰ অধিকাৰ সুৰক্ষাৰ দাবী জনোৱা হয়। প্ৰস্তাৱখন মুখ্যমন্ত্ৰী আৰু ৰাজ্যপালৰ ওচৰলৈ প্ৰেৰণ কৰাৰ সিদ্ধান্ত লোৱা হয়। আন্দোলনৰ পৰৱৰ্তী কাৰ্যসূচী সোনকালে ঘোষণা কৰা হ'ব। বিভিন্ন জাতীয়তাবাদী সংগঠনে এই আন্দোলনক সমৰ্থন জনাইছে। মহিলা সমিতি, সাহিত্য সভা আৰু বিভিন্ন সাংস্কৃতিক অনুষ্ঠানেও এই সন্দৰ্ভত নিজৰ মতামত প্ৰকাশ কৰিছে। সকলোৱে শান্তি আৰু সম্প্ৰীতি বজাই ৰখাৰ ওপৰত গুৰুত্ব আৰোপ কৰে। অসমৰ সামাজিক আৰু সাংস্কৃতিক পৰম্পৰা সংৰক্ষণৰ বাবে যুৱ প্ৰজন্মই আগভাগ লব লাগিব বুলি বক্তাসকলে মত পোষণ কৰে। শিক্ষা প্ৰতিষ্ঠানসমূহত সজাগতা কাৰ্যসূচী অনুষ্ঠিত কৰাৰ প্ৰস্তাৱো আগবঢ়োৱা হয়। জিলা প্ৰশাসনে সকলো পক্ষক সংযম অৱলম্বন কৰিবলৈ অনুৰোধ জনাইছে। অভিযোগসমূহ গুৰুত্বসহকাৰে তদন্ত কৰা হ'ব আৰু দোষীক শাস্তি নিশ্চিত কৰা হ'ব বুলি উপায়ুক্তই আশ্বাস দিয়ে। — [14, 187, 239, 704]
photo-person — [891, 433, 907, 493]
column-left — [14, 122, 239, 1281]
story-kothor-body: গুৱাহাটী, ২৫ আগষ্ট : দিনদুৱা দৰবাৰ জনসাধাৰণে ভিক্তৰ দাসৰ বিৰুদ্ধে আৰক্ষী চকীত এজাহাৰ দাখিল কৰে। অভিযুক্তৰ কঠোৰ শাস্তিৰ দাবী জনাই ৰাইজে প্ৰতিবাদ সাব্যস্ত কৰে। আৰক্ষীয়ে তদন্ত আৰম্ভ কৰিছে। — [761, 499, 926, 534]
newspaper-logo — [409, 72, 549, 112]
quote-6000: 6000, at my place — [246, 193, 471, 210]
story-ekatrit-body: প্ৰায়োগৰ বাবে নেতাই দুয়োটা দল এক হোৱাৰ ক্ষেত্ৰত সম্মতি প্ৰকাশ কৰিছে। আঞ্চলিক দলসমূহৰ মাজত একত্ৰিত হোৱাৰ প্ৰক্ৰিয়া আৰম্ভ হৈছে। ৰাজ্যৰ ৰাজনৈতিক পৰিস্থিতিৰ পৰিপ্ৰেক্ষিতত এই পদক্ষেপ গুৰুত্বপূৰ্ণ বুলি বিবেচিত হৈছে। দুয়োটা দলৰ নেতাসকলে কয় যে অসমৰ স্বাৰ্থ ৰক্ষাৰ বাবে আঞ্চলিক শক্তি একত্ৰিত হোৱাটো সময়ৰ দাবী। বিভাজিত হৈ থকাৰ ফলত আঞ্চলিক দলসমূহে ৰাজনৈতিকভাৱে দুৰ্বল হৈ পৰিছে। একত্ৰিত হ'লে শক্তিশালী বিকল্প হিচাপে আত্মপ্ৰকাশ কৰিব পাৰিব। একত্ৰীকৰণৰ প্ৰক্ৰিয়া সম্পূৰ্ণ কৰিবলৈ দুয়োটা দলৰ প্ৰতিনিধিৰে এখন সমন্বয় সমিতি গঠন কৰা হৈছে। সমিতিয়ে নীতি-নিৰ্ধাৰণ, সাংগঠনিক গাঁথনি আৰু নেতৃত্বৰ বিষয়ে আলোচনা কৰিব। সোনকালে চূড়ান্ত সিদ্ধান্ত লোৱা হ'ব। ৰাজনৈতিক বিশ্লেষকসকলৰ মতে আঞ্চলিক দলসমূহ একত্ৰিত হ'লে ৰাজ্যৰ ৰাজনৈতিক সমীকৰণ সলনি হ'ব পাৰে। বিশেষকৈ উজনি অসমত ইয়াৰ প্ৰভাৱ পৰিব বুলি ধাৰণা কৰা হৈছে। তৃণমূল পৰ্যায়ৰ কৰ্মীসকলে এই পদক্ষেপক স্বাগতম জনাইছে। অৱশ্যে দুয়োটা দলৰ কিছুমান নেতাই এই প্ৰক্ৰিয়াক লৈ সন্দেহ প্ৰকাশ কৰিছে। অতীতৰ অভিজ্ঞতাৰ কথা উল্লেখ কৰি তেওঁলোকে সাৱধানে আগবাঢ়িবলৈ পৰামৰ্শ দিছে। নেতৃত্বৰ প্ৰশ্নত মতানৈক্য থকাৰ কথাও শুনা গৈছে। দলৰ জ্যেষ্ঠ নেতাসকলে আশা প্ৰকাশ কৰে যে সকলো বাধা অতিক্ৰম কৰি একত্ৰীকৰণৰ প্ৰক্ৰিয়া সফল হ'ব। অসমৰ জাতীয় স্বাৰ্থ সুৰক্ষাই সকলোৰে মূল লক্ষ্য হোৱা উচিত বুলি তেওঁলোকে কয়। ছাত্ৰ সন্থা আৰু বিভিন্ন জাতীয় সংগঠনেও এই প্ৰক্ৰিয়াক সমৰ্থন জনাইছে। আঞ্চলিকতাবাদী শক্তিৰ পুনৰুত্থান ৰাজ্যৰ বাবে শুভ বুলি তেওঁলোকে মত প্ৰকাশ কৰে। আগন্তুক নিৰ্বাচনত ইয়াৰ সুফল পোৱা যাব। একত্ৰিত দলটোৱে আগন্তুক নিৰ্বাচনত সকলো সমষ্টিত প্ৰাৰ্থী দিয়াৰ পৰিকল্পনা কৰিছে। নতুন দলৰ নাম আৰু প্ৰতীক সম্পৰ্কেও আলোচনা চলি আছে। — [714, 1084, 931, 1324]
bottom-col-divider — [707, 1052, 708, 1554]
column-middle — [246, 122, 471, 1103]
date-english: Guwahati, Monday, August 26, 2024 — [686, 80, 931, 94]
story-ekatrit-headline: একত্ৰিত হোৱাৰ দিশে... — [733, 1059, 889, 1078]
new-committee-block — [626, 752, 766, 1044]
photo-caption: ১৫নং বাঙ্গীৰ ঘাইপথে জলা-কলা খৰাইছে লখিমপুৰবাসীক — [478, 373, 671, 383]
story-teacher-body-1: তেজপুৰ, ২৫ আগষ্ট : ২৪ আৰু ২৫ আগষ্টত তেজপুৰত সদৌ অসম প্ৰাথমিক টে'ট উত্তীৰ্ণ শিক্ষক সমাজৰ দ্বিতীয় দ্বি-বাৰ্ষিক অধিৱেশন অনুষ্ঠিত হয়। অধিৱেশনত ৰাজ্যৰ বিভিন্ন প্ৰান্তৰ পৰা হাজাৰ হাজাৰ শিক্ষকে অংশগ্ৰহণ কৰে। অধিৱেশনৰ মুকলি সভাত বিশিষ্ট শিক্ষাবিদসকল উপস্থিত থাকে। শিক্ষকসকলৰ বিভিন্ন দাবী-দাৱা সম্পৰ্কে আলোচনা কৰা হয়। চৰকাৰৰ ওচৰত উত্থাপন কৰিবলগীয়া দাবীসমূহৰ তালিকা প্ৰস্তুত কৰা হয়। শিক্ষাৰ মানদণ্ড উন্নত কৰাৰ বাবে শিক্ষকসকলে নিজৰ দায়িত্ব নিষ্ঠাৰে পালন কৰিব লাগে বুলি বক্তাসকলে মত দিয়ে। প্ৰাথমিক শিক্ষাই ভৱিষ্যতৰ ভেটি গঢ়ে বুলি কোৱা হয়। বিদ্যালয়ৰ আন্তঃগাঁথনি উন্নত কৰাৰ দাবী জনোৱা হয়। অধিৱেশনত সংগঠনৰ কাৰ্যকলাপৰ প্ৰতিবেদন দাখিল কৰা হয় আৰু বিতং আলোচনা হয়। — [478, 752, 618, 907]
story-teacher-body-3: বিষয়ক পৃষ্ঠপোষক বাওয়ালি। ইয়াৰ পাছতে শৈক্ষিক উন্নয়নৰ বিভিন্ন দিশত আলোচনা কৰা হয়। শিক্ষক সমাজৰ সভাপতিয়ে সংগঠনৰ ভৱিষ্যত কাৰ্যপন্থাৰ বিষয়ে আলোকপাত কৰে। অধিৱেশনত গ্ৰহণ কৰা প্ৰস্তাৱসমূহৰ ভিতৰত শিক্ষকৰ নিয়মীয়াকৰণ, দৰমহা বৃদ্ধি আৰু পদোন্নতিৰ দাবী অন্যতম। চৰকাৰক এই দাবীসমূহ সহানুভূতিৰে বিবেচনা কৰিবলৈ আহ্বান জনোৱা হয়। বক্তাসকলে কয় যে টে'ট উত্তীৰ্ণ শিক্ষকসকলে ৰাজ্যৰ প্ৰাথমিক শিক্ষা ব্যৱস্থাত গুৰুত্বপূৰ্ণ ভূমিকা পালন কৰি আহিছে। তেওঁলোকৰ অৱদানক স্বীকৃতি দিয়াটো চৰকাৰৰ দায়িত্ব বুলি মত প্ৰকাশ কৰা হয়। অধিৱেশনৰ সফলতাৰ বাবে আয়োজক সমিতিয়ে সকলোকে ধন্যবাদ জ্ঞাপন কৰে। স্থানীয় ৰাইজৰ সহযোগিতাৰ বাবে বিশেষ কৃতজ্ঞতা প্ৰকাশ কৰা হয়। — [774, 752, 931, 889]
story-teacher-headline: সদৌ অসম প্ৰাথমিক টে'ট উত্তীৰ্ণ শিক্ষক সমাজৰ দ্বিতীয় দ্বি-বাৰ্ষিক অধিৱেশন সম্পন্ন — [504, 696, 912, 741]
